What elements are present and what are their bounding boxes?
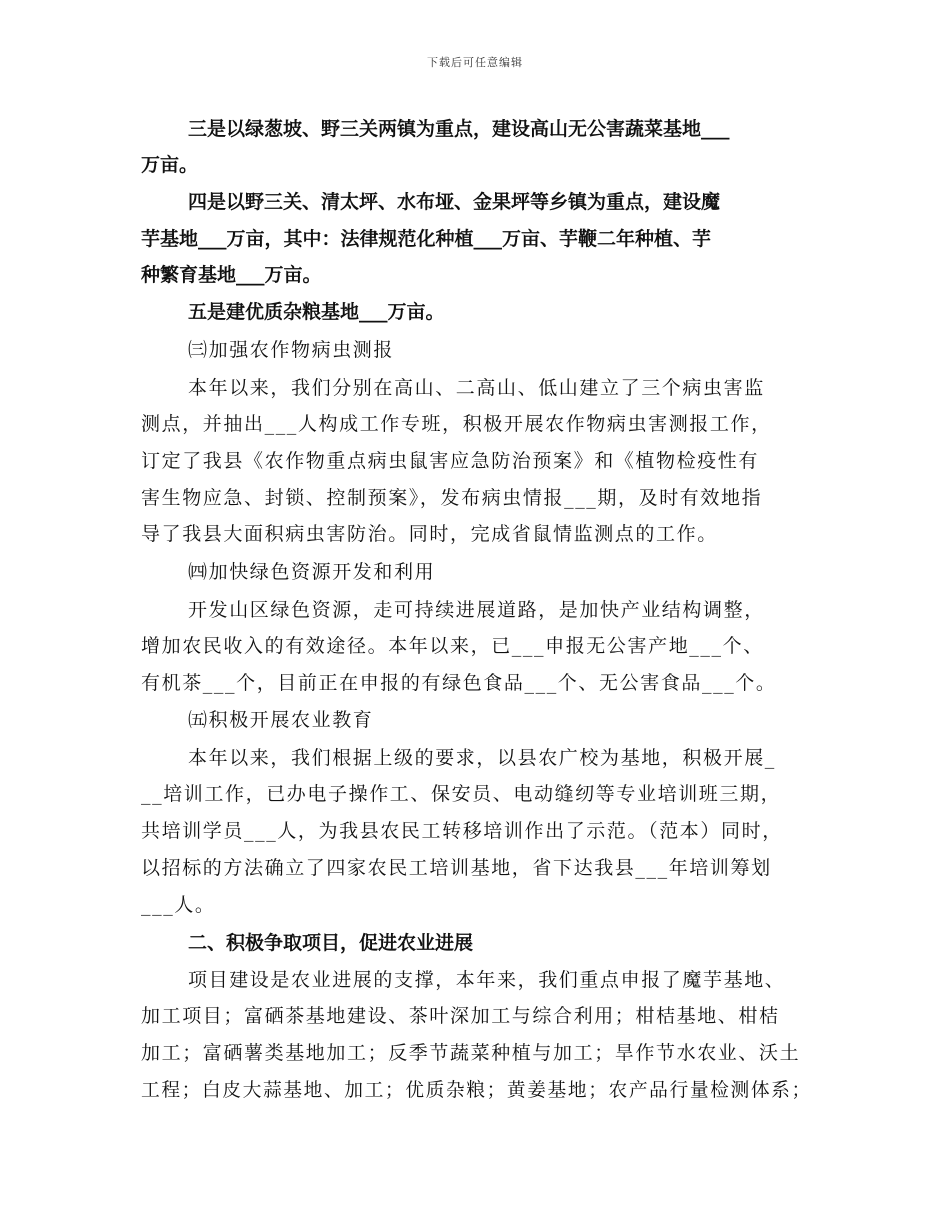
text-line: 订定了我县《农作物重点病虫鼠害应急防治预案》和《植物检疫性有 <box>141 450 760 472</box>
text-line: 四是以野三关、清太坪、水布垭、金果坪等乡镇为重点，建设魔 <box>188 191 721 213</box>
text-line: 有机茶___个，目前正在申报的有绿色食品___个、无公害食品___个。 <box>141 672 777 694</box>
text-line: 本年以来，我们分别在高山、二高山、低山建立了三个病虫害监 <box>188 377 765 399</box>
text-line: 本年以来，我们根据上级的要求，以县农广校为基地，积极开展_ <box>188 747 776 769</box>
text-line: 加工；富硒薯类基地加工；反季节蔬菜种植与加工；旱作节水农业、沃土 <box>141 1042 801 1064</box>
text-line: 测点，并抽出___人构成工作专班，积极开展农作物病虫害测报工作， <box>141 413 772 435</box>
text-line: 五是建优质杂粮基地___万亩。 <box>188 301 445 323</box>
section-heading: ㈣加快绿色资源开发和利用 <box>188 561 436 583</box>
section-heading: ㈤积极开展农业教育 <box>188 709 374 731</box>
text-line: 项目建设是农业进展的支撑，本年来，我们重点申报了魔芋基地、 <box>188 969 786 991</box>
text-line: 万亩。 <box>141 154 199 176</box>
text-line: ___人。 <box>141 894 216 916</box>
text-line: 种繁育基地___万亩。 <box>141 264 322 286</box>
text-line: 工程；白皮大蒜基地、加工；优质杂粮；黄姜基地；农产品行量检测体系； <box>141 1079 812 1101</box>
text-line: 增加农民收入的有效途径。本年以来，已___申报无公害产地___个、 <box>141 635 764 657</box>
text-line: 以招标的方法确立了四家农民工培训基地，省下达我县___年培训筹划 <box>141 857 772 879</box>
text-line: 开发山区绿色资源，走可持续进展道路，是加快产业结构调整， <box>188 599 765 621</box>
text-line: 共培训学员___人，为我县农民工转移培训作出了示范。（范本）同时， <box>141 820 783 842</box>
text-line: 芋基地___万亩，其中：法律规范化种植___万亩、芋鞭二年种植、芋 <box>141 228 712 250</box>
section-title: 二、积极争取项目，促进农业进展 <box>188 932 474 954</box>
text-line: 害生物应急、封锁、控制预案》，发布病虫情报___期，及时有效地指 <box>141 487 763 509</box>
text-line: 加工项目；富硒茶基地建设、茶叶深加工与综合利用；柑桔基地、柑桔 <box>141 1005 780 1027</box>
text-line: __培训工作，已办电子操作工、保安员、电动缝纫等专业培训班三期， <box>141 783 782 805</box>
text-line: 导了我县大面积病虫害防治。同时，完成省鼠情监测点的工作。 <box>141 523 718 545</box>
page-header-note: 下载后可任意编辑 <box>427 56 523 69</box>
section-heading: ㈢加强农作物病虫测报 <box>188 339 395 361</box>
text-line: 三是以绿葱坡、野三关两镇为重点，建设高山无公害蔬菜基地___ <box>188 118 730 140</box>
